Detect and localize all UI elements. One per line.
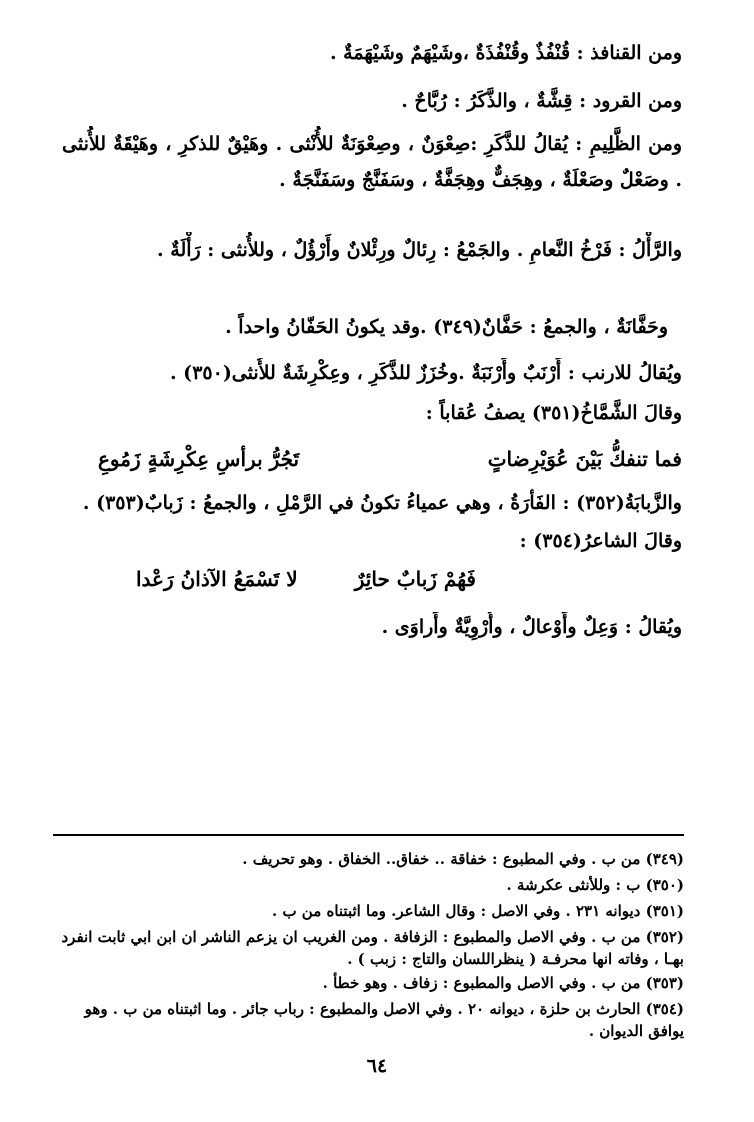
footnote-351: [52, 900, 684, 922]
footnote-text: ب : وللأنثى عكرشة .: [506, 876, 641, 894]
footnote-352: [52, 926, 684, 970]
poem2-hemistich-left: لا تَسْمَعُ الآذانُ رَعْدا: [136, 567, 298, 591]
footnote-350: [52, 874, 684, 896]
body-line-poet: وقالَ الشاعرُ(٣٥٤) :: [519, 530, 682, 552]
footnote-text: من ب . وفي الاصل والمطبوع : زفاف . وهو خطأ .: [322, 974, 641, 992]
footnote-divider: [53, 834, 684, 836]
poem2-hemistich-right: فَهُمْ زَبابٌ حائِرٌ: [354, 567, 476, 591]
footnote-text: الحارث بن حلزة ، ديوانه ٢٠ . وفي الاصل والمطبوع : رباب جائر . وما اثبتناه من ب . وهو يوافق الديوان .: [84, 1000, 684, 1040]
body-line-arnab: ويُقالُ للارنب : أَرْنَبٌ وأَرْنَبَةٌ .وخُزَزٌ للذَّكَرِ ، وعِكْرِشَةٌ للأُنثى(٣٥٠) .: [169, 362, 682, 384]
footnote-text: ديوانه ٢٣١ . وفي الاصل : وقال الشاعر. وما اثبتناه من ب .: [272, 902, 641, 920]
footnote-number: (٣٥٢): [645, 928, 684, 946]
body-line-2: ومن القرود : قِشَّةٌ ، والذَّكَرُ : رُبَّاحٌ .: [401, 90, 682, 112]
footnote-number: (٣٥٠): [645, 876, 684, 894]
footnote-number: (٣٥٤): [645, 1000, 684, 1018]
footnote-text: من ب . وفي الاصل والمطبوع : الزفافة . ومن الغريب ان يزعم الناشر ان ابن ابي ثابت انفرد بهـا ، وفاته انها محرفـة ( ينظراللسان والتاج : زبب ) .: [61, 928, 684, 968]
body-line-zababa: والزَّبابَةُ(٣٥٢) : الفَأْرَةُ ، وهي عمياءُ تكونُ في الرَّمْلِ ، والجمعُ : زَبابٌ(٣٥٣) .: [82, 492, 682, 514]
body-line-hafana: وحَفَّانَةٌ ، والجمعُ : حَفَّانٌ(٣٤٩) .وقد يكونُ الحَفّانُ واحداً .: [225, 316, 668, 338]
body-paragraph-ostrich: ومن الظَّلِيمِ : يُقالُ للذَّكَرِ :صِعْوَنٌ ، وصِعْوَنَةٌ للأُنْثى . وهَيْقٌ للذكرِ ، وهَيْقَةٌ للأُنثى . وصَعْلٌ وصَعْلَةٌ ، وهِجَفٌّ وهِجَفَّةٌ ، وسَفَنَّجٌ وسَفَنَّجَةٌ .: [62, 133, 682, 191]
page-number: ٦٤: [366, 1055, 388, 1077]
footnote-text: من ب . وفي المطبوع : خفاقة .. خفاق.. الخفاق . وهو تحريف .: [242, 850, 641, 868]
body-line-shammakh: وقالَ الشَّمَّاخُ(٣٥١) يصفُ عُقاباً :: [425, 402, 682, 424]
body-line-waal: ويُقالُ : وَعِلٌ وأَوْعالٌ ، وأُرْوِيَّةٌ وأَراوَى .: [381, 616, 682, 638]
footnote-349: [52, 848, 684, 870]
footnote-number: (٣٤٩): [645, 850, 684, 868]
poem1-hemistich-right: فما تنفكُّ بَيْنَ عُوَيْرِضاتٍ: [487, 447, 682, 471]
body-line-1: ومن القنافذ : قُنْفُذٌ وقُنْفُذَةٌ ،وشَيْهَمٌ وشَيْهَمَةٌ .: [329, 42, 682, 64]
footnote-353: [52, 972, 684, 994]
footnote-354: [52, 998, 684, 1042]
body-paragraph-rial: والرَّأْلُ : فَرْخُ النَّعامِ . والجَمْعُ : رِئالٌ ورِئْلانٌ وأَرْؤُلٌ ، وللأُنثى : رَأْلَةٌ .: [157, 239, 682, 261]
footnote-number: (٣٥٣): [645, 974, 684, 992]
footnote-number: (٣٥١): [645, 902, 684, 920]
poem1-hemistich-left: تَجُرُّ برأسِ عِكْرِشَةٍ زَمُوعِ: [98, 447, 300, 471]
